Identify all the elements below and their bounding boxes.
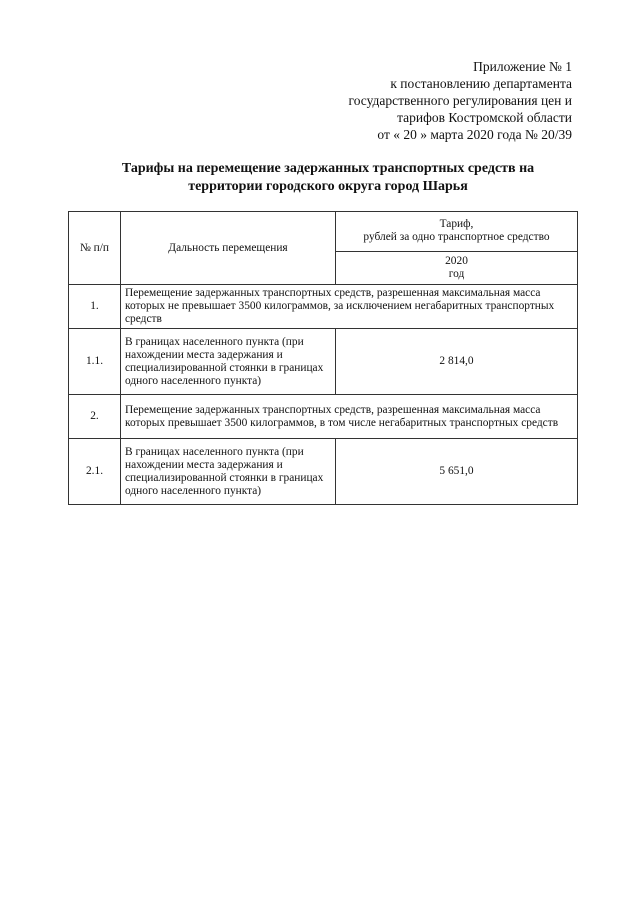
header-tariff — [336, 212, 578, 252]
table-header-row — [69, 212, 578, 252]
header-tariff-unit: рублей за одно транспортное средство — [363, 231, 550, 244]
row-tariff-value: 5 651,0 — [336, 439, 578, 505]
resolution-date-number: от « 20 » марта 2020 года № 20/39 — [377, 127, 572, 142]
header-distance: Дальность перемещения — [121, 212, 336, 285]
department-name: государственного регулирования цен и — [348, 93, 572, 108]
row-number: 2.1. — [69, 439, 121, 505]
approval-block — [349, 58, 572, 143]
row-tariff-value: 2 814,0 — [336, 329, 578, 395]
table-row — [69, 285, 578, 329]
title-line-1: Тарифы на перемещение задержанных транспортных средств на — [121, 161, 535, 176]
row-distance-text: В границах населенного пункта (при нахождении места задержания и специализированной стоянки в границах одного населенного пункта) — [121, 439, 336, 505]
title-line-2: территории городского округа город Шарья — [188, 179, 468, 194]
row-number: 1. — [69, 285, 121, 329]
row-distance-text: В границах населенного пункта (при нахождении места задержания и специализированной стоянки в границах одного населенного пункта) — [121, 329, 336, 395]
document-title — [60, 160, 596, 196]
table-row — [69, 395, 578, 439]
tariff-table — [68, 211, 578, 505]
header-number: № п/п — [69, 212, 121, 285]
row-number: 1.1. — [69, 329, 121, 395]
table-row — [69, 329, 578, 395]
appendix-label: Приложение № 1 — [473, 59, 572, 74]
header-tariff-label: Тариф, — [439, 218, 474, 231]
resolution-ref: к постановлению департамента — [390, 76, 572, 91]
header-year — [336, 251, 578, 284]
row-category-text: Перемещение задержанных транспортных средств, разрешенная максимальная масса которых не превышает 3500 килограммов, за исключением негабаритных транспортных средств — [121, 285, 578, 329]
row-number: 2. — [69, 395, 121, 439]
department-name-cont: тарифов Костромской области — [397, 110, 572, 125]
header-year-unit: год — [448, 267, 465, 280]
header-year-value: 2020 — [445, 254, 468, 267]
row-category-text: Перемещение задержанных транспортных средств, разрешенная максимальная масса которых превышает 3500 килограммов, в том числе негабаритных транспортных средств — [121, 395, 578, 439]
table-row — [69, 439, 578, 505]
